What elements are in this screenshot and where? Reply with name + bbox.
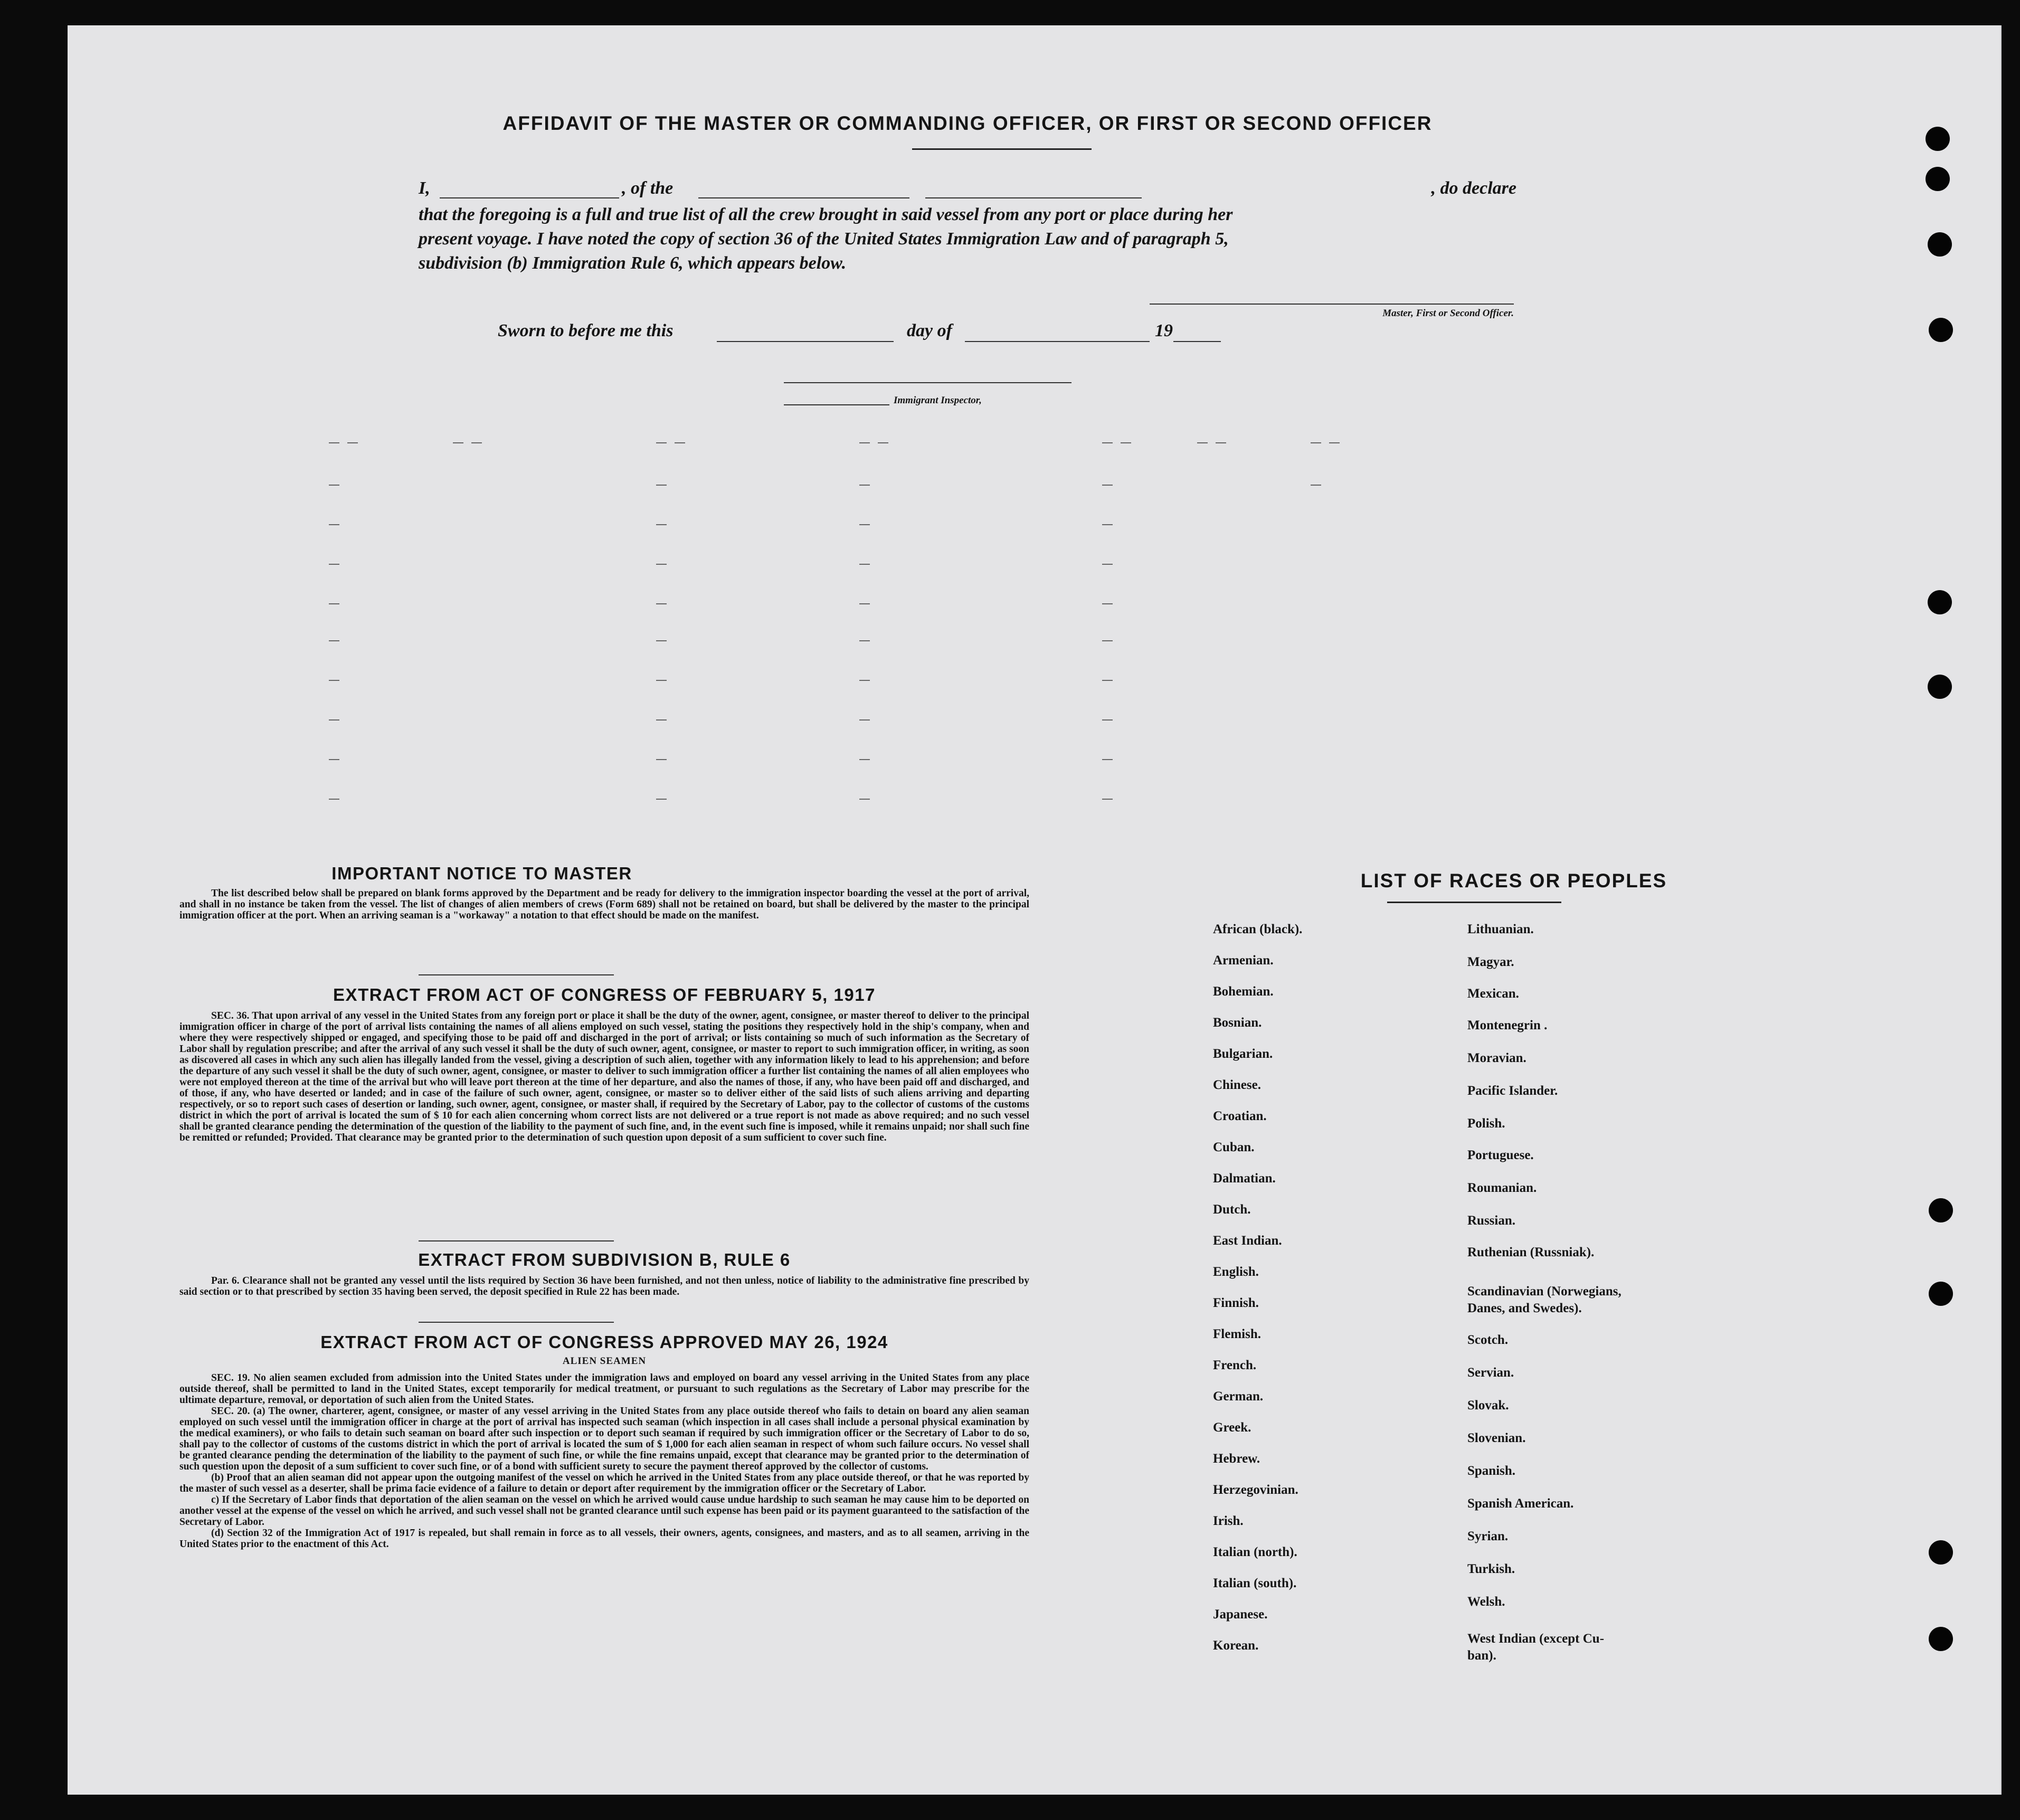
race-item: Slovak.: [1467, 1398, 1509, 1413]
race-item: Russian.: [1467, 1214, 1516, 1228]
par6-paragraph: Par. 6. Clearance shall not be granted any vessel until the lists required by Section 36 have been furnished, and not then unless, notice of liability to the administrative fine prescribed by said section or to that prescribed by section 35 having been served, the deposit specified in Rule 22 has been made.: [179, 1275, 1029, 1297]
race-item: East Indian.: [1213, 1234, 1282, 1248]
race-item: Irish.: [1213, 1514, 1244, 1528]
punch-hole: [1929, 1282, 1953, 1306]
race-item: Magyar.: [1467, 955, 1514, 969]
affidavit-line-3: present voyage. I have noted the copy of section 36 of the United States Immigration Law and of paragraph 5,: [419, 229, 1229, 249]
races-title-underline: [1387, 902, 1561, 903]
inspector-line-2[interactable]: [784, 404, 889, 405]
race-item: Pacific Islander.: [1467, 1084, 1558, 1098]
sworn-year-blank[interactable]: [1173, 341, 1221, 342]
extract-1917-body: [179, 1010, 1029, 1143]
notice-divider: [419, 974, 614, 975]
race-item: Chinese.: [1213, 1078, 1261, 1092]
race-item: Bulgarian.: [1213, 1047, 1273, 1061]
affidavit-i: I,: [419, 178, 430, 198]
race-item: Bohemian.: [1213, 984, 1274, 999]
race-item: Spanish American.: [1467, 1496, 1574, 1511]
notice-body: [179, 888, 1029, 921]
sec20b-paragraph: (b) Proof that an alien seaman did not appear upon the outgoing manifest of the vessel on which he arrived in the United States from any place outside thereof, or that he was reported by the master of such vessel as a deserter, shall be prima facie evidence of a failure to detain or deport after requirement by the immigration officer or the Secretary of Labor.: [179, 1472, 1029, 1494]
race-item: Spanish.: [1467, 1464, 1516, 1478]
affidavit-line-2: that the foregoing is a full and true list of all the crew brought in said vessel from any port or place during her: [419, 205, 1233, 224]
sworn-label: Sworn to before me this: [498, 321, 674, 340]
inspector-signature-line[interactable]: [784, 382, 1071, 383]
race-item: Italian (south).: [1213, 1576, 1297, 1590]
race-item: Turkish.: [1467, 1562, 1515, 1576]
race-item: Danes, and Swedes).: [1467, 1301, 1582, 1315]
sworn-day-of: day of: [907, 321, 952, 340]
race-item: Montenegrin .: [1467, 1018, 1548, 1032]
race-item: English.: [1213, 1265, 1259, 1279]
notice-paragraph: The list described below shall be prepared on blank forms approved by the Department and be ready for delivery to the immigration inspector boarding the vessel at the port of arrival, and shall in no instance be taken from the vessel. The list of changes of alien members of crews (Form 689) shall not be retained on board, but shall be delivered by the master to the principal immigration officer at the port. When an arriving seaman is a "workaway" a notation to that effect should be made on the manifest.: [179, 888, 1029, 921]
race-item: Finnish.: [1213, 1296, 1259, 1310]
sec20a-paragraph: SEC. 20. (a) The owner, charterer, agent, consignee, or master of any vessel arriving in the United States from any place outside thereof who fails to detain on board any alien seaman employed on such vessel until the immigration officer in charge at the port of arrival has inspected such seaman (which inspection in all cases shall include a personal physical examination by the medical examiners), or who fails to detain such seaman on board after such inspection or to deport such seaman if required by such immigration officer or the Secretary of Labor to do so, shall pay to the collector of customs of the customs district in which the port of arrival is located the sum of $ 1,000 for each alien seaman in respect of whom such failure occurs. No vessel shall be granted clearance pending the determination of the liability to the payment of such fine, or while the fine remains unpaid, except that clearance may be granted prior to the determination of such question upon the deposit of a sum sufficient to cover such fine, or of a bond with sufficient surety to secure the payment thereof approved by the collector of customs.: [179, 1406, 1029, 1472]
sworn-year: 19: [1155, 321, 1173, 340]
port-blank[interactable]: [925, 197, 1142, 198]
race-item: Hebrew.: [1213, 1452, 1260, 1466]
race-item: Armenian.: [1213, 953, 1274, 968]
punch-hole: [1926, 127, 1950, 151]
signature-label: Master, First or Second Officer.: [1382, 308, 1514, 319]
race-item: ban).: [1467, 1648, 1496, 1663]
notice-title: IMPORTANT NOTICE TO MASTER: [331, 864, 632, 883]
punch-hole: [1929, 1627, 1953, 1651]
race-item: Dutch.: [1213, 1202, 1251, 1217]
race-item: Moravian.: [1467, 1051, 1526, 1065]
inspector-label: Immigrant Inspector,: [894, 395, 982, 406]
punch-hole: [1929, 1198, 1953, 1222]
sec20d-paragraph: (d) Section 32 of the Immigration Act of 1917 is repealed, but shall remain in force as to all vessels, their owners, agents, consignees, and masters, and as to all seamen, arriving in the United States prior to the enactment of this Act.: [179, 1528, 1029, 1550]
race-item: Herzegovinian.: [1213, 1483, 1298, 1497]
race-item: Mexican.: [1467, 987, 1519, 1001]
document-sheet: [68, 25, 2002, 1795]
race-item: Japanese.: [1213, 1607, 1268, 1622]
sec20c-paragraph: c) If the Secretary of Labor finds that deportation of the alien seaman on the vessel on which he arrived would cause undue hardship to such seaman he may cause him to be deported on another vessel at the expense of the vessel on which he arrived, and such vessel shall not be granted clearance until such expense has been paid or its payment guaranteed to the satisfaction of the Secretary of Labor.: [179, 1494, 1029, 1528]
sec19-paragraph: SEC. 19. No alien seamen excluded from admission into the United States under the immigration laws and employed on board any vessel arriving in the United States from any place outside thereof, shall be permitted to land in the United States, except temporarily for medical treatment, or pursuant to such regulations as the Secretary of Labor may prescribe for the ultimate departure, removal, or deportation of such alien from the United States.: [179, 1372, 1029, 1406]
extract-rule6-body: [179, 1275, 1029, 1297]
race-item: Roumanian.: [1467, 1181, 1537, 1195]
race-item: Welsh.: [1467, 1595, 1505, 1609]
race-item: Greek.: [1213, 1420, 1251, 1435]
sec36-paragraph: SEC. 36. That upon arrival of any vessel in the United States from any foreign port or place it shall be the duty of the owner, agent, consignee, or master thereof to deliver to the principal immigration officer in charge of the port of arrival lists containing the names of all aliens employed on such vessel, stating the positions they respectively hold in the ship's company, when and where they were respectively shipped or engaged, and specifying those to be paid off and discharged in the port of arrival; or lists containing so much of such information as the Secretary of Labor shall by regulation prescribe; and after the arrival of any such vessel it shall be the duty of such owner, agent, consignee, or master to report to such immigration officer, in writing, as soon as discovered all cases in which any such alien has illegally landed from the vessel, giving a description of such alien, together with any information likely to lead to his apprehension; and before the departure of any such vessel it shall be the duty of such owner, agent, consignee, or master to deliver to such immigration officer a further list containing the names of all alien employees who were not employed thereon at the time of the arrival but who will leave port thereon at the time of her departure, and also the names of those, if any, who have been paid off and discharged, and of those, if any, who have deserted or landed; and in case of the failure of such owner, agent, consignee, or master so to deliver either of the said lists of such aliens arriving and departing respectively, or so to report such cases of desertion or landing, such owner, agent, consignee, or master shall, if required by the Secretary of Labor, pay to the collector of customs of the customs district in which the port of arrival is located the sum of $ 10 for each alien concerning whom correct lists are not delivered or a true report is not made as above required; and no such vessel shall be granted clearance pending the determination of the question of the liability to the payment of such fine, and, in the event such fine is imposed, while it remains unpaid; nor shall such fine be remitted or refunded; Provided. That clearance may be granted prior to the determination of such question upon deposit of a sum sufficient to cover such fine.: [179, 1010, 1029, 1143]
vessel-blank[interactable]: [698, 197, 909, 198]
sworn-day-blank[interactable]: [717, 341, 894, 342]
race-item: French.: [1213, 1358, 1257, 1372]
sworn-line: [498, 321, 1289, 347]
title-underline: [912, 148, 1092, 150]
punch-hole: [1928, 232, 1952, 257]
extract-1924-subtitle: ALIEN SEAMEN: [562, 1355, 647, 1367]
race-item: Cuban.: [1213, 1140, 1255, 1154]
extract-1924-body: [179, 1372, 1029, 1550]
race-item: German.: [1213, 1389, 1264, 1404]
extract-1917-title: EXTRACT FROM ACT OF CONGRESS OF FEBRUARY 5, 1917: [333, 985, 876, 1004]
affidavit-line-4: subdivision (b) Immigration Rule 6, which appears below.: [419, 253, 847, 273]
punch-hole: [1928, 675, 1952, 699]
affidavit-do-declare: , do declare: [1431, 178, 1516, 198]
name-blank[interactable]: [440, 197, 619, 198]
race-item: Korean.: [1213, 1638, 1259, 1653]
race-item: Slovenian.: [1467, 1431, 1526, 1445]
extract-1924-title: EXTRACT FROM ACT OF CONGRESS APPROVED MAY 26, 1924: [320, 1332, 888, 1352]
sworn-month-blank[interactable]: [965, 341, 1150, 342]
extract-rule6-title: EXTRACT FROM SUBDIVISION B, RULE 6: [418, 1250, 791, 1269]
race-item: Syrian.: [1467, 1529, 1509, 1543]
races-title: LIST OF RACES OR PEOPLES: [1360, 870, 1667, 892]
race-item: Dalmatian.: [1213, 1171, 1276, 1186]
race-item: Lithuanian.: [1467, 922, 1534, 936]
race-item: Ruthenian (Russniak).: [1467, 1245, 1595, 1259]
race-item: Scotch.: [1467, 1333, 1509, 1347]
punch-hole: [1929, 318, 1953, 342]
race-item: Bosnian.: [1213, 1016, 1262, 1030]
race-item: Flemish.: [1213, 1327, 1261, 1341]
extract-1917-divider: [419, 1240, 614, 1241]
race-item: Scandinavian (Norwegians,: [1467, 1284, 1621, 1298]
race-item: African (black).: [1213, 922, 1303, 936]
affidavit-title: AFFIDAVIT OF THE MASTER OR COMMANDING OFFICER, OR FIRST OR SECOND OFFICER: [502, 112, 1433, 134]
race-item: West Indian (except Cu-: [1467, 1632, 1605, 1646]
race-item: Portuguese.: [1467, 1148, 1534, 1162]
race-item: Croatian.: [1213, 1109, 1267, 1123]
extract-rule6-divider: [419, 1322, 614, 1323]
affidavit-line-1: [419, 178, 1516, 203]
race-item: Servian.: [1467, 1366, 1514, 1380]
race-item: Italian (north).: [1213, 1545, 1297, 1559]
affidavit-of-the: , of the: [622, 178, 674, 198]
punch-hole: [1926, 167, 1950, 191]
punch-hole: [1928, 590, 1952, 614]
punch-hole: [1929, 1540, 1953, 1565]
signature-line[interactable]: [1150, 304, 1514, 305]
race-item: Polish.: [1467, 1116, 1505, 1131]
